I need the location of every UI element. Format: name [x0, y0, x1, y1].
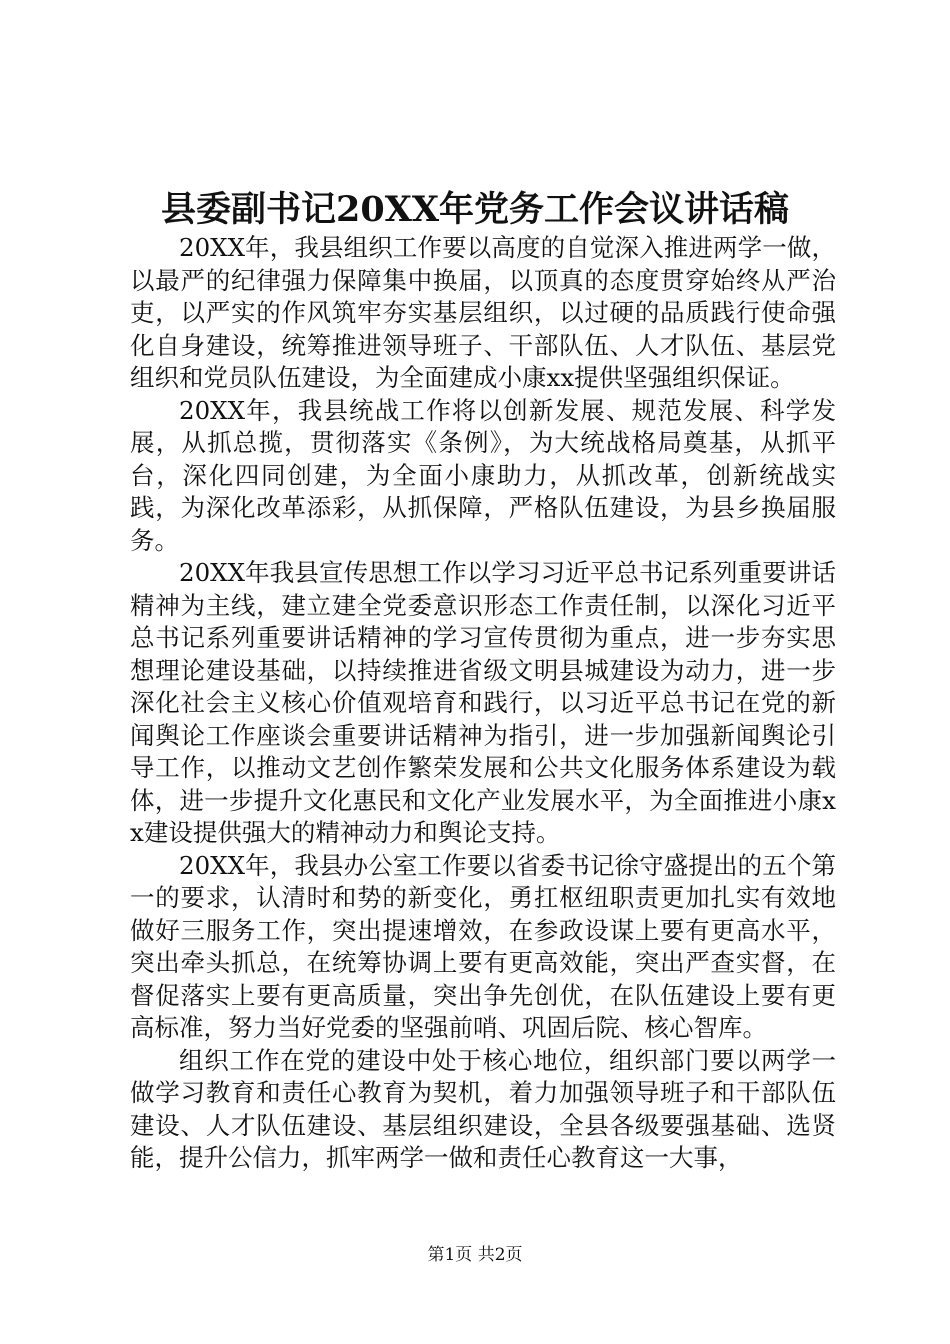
document-body — [130, 232, 836, 1175]
page-number-footer: 第1页 共2页 — [427, 1245, 523, 1265]
paragraph-organization-core: 组织工作在党的建设中处于核心地位，组织部门要以两学一做学习教育和责任心教育为契机，着力加强领导班子和干部队伍建设、人才队伍建设、基层组织建设，全县各级要强基础、选贤能，提升公信力，抓牢两学一做和责任心教育这一大事， — [130, 1045, 836, 1172]
document-title: 县委副书记20XX年党务工作会议讲话稿 — [160, 189, 790, 230]
paragraph-office: 20XX年，我县办公室工作要以省委书记徐守盛提出的五个第一的要求，认清时和势的新变化，勇扛枢纽职责更加扎实有效地做好三服务工作，突出提速增效，在参政设谋上要有更高水平，突出牵头抓总，在统筹协调上要有更高效能，突出严查实督，在督促落实上要有更高质量，突出争先创优，在队伍建设上要有更高标准，努力当好党委的坚强前哨、巩固后院、核心智库。 — [130, 850, 836, 1042]
paragraph-organization: 20XX年，我县组织工作要以高度的自觉深入推进两学一做，以最严的纪律强力保障集中换届，以顶真的态度贯穿始终从严治吏，以严实的作风筑牢夯实基层组织，以过硬的品质践行使命强化自身建设，统筹推进领导班子、干部队伍、人才队伍、基层党组织和党员队伍建设，为全面建成小康xx提供坚强组织保证。 — [130, 233, 836, 392]
paragraph-publicity: 20XX年我县宣传思想工作以学习习近平总书记系列重要讲话精神为主线，建立建全党委意识形态工作责任制，以深化习近平总书记系列重要讲话精神的学习宣传贯彻为重点，进一步夯实思想理论建设基础，以持续推进省级文明县城建设为动力，进一步深化社会主义核心价值观培育和践行，以习近平总书记在党的新闻舆论工作座谈会重要讲话精神为指引，进一步加强新闻舆论引导工作，以推动文艺创作繁荣发展和公共文化服务体系建设为载体，进一步提升文化惠民和文化产业发展水平，为全面推进小康xx建设提供强大的精神动力和舆论支持。 — [130, 558, 836, 847]
paragraph-united-front: 20XX年，我县统战工作将以创新发展、规范发展、科学发展，从抓总揽，贯彻落实《条例》，为大统战格局奠基，从抓平台，深化四同创建，为全面小康助力，从抓改革，创新统战实践，为深化改革添彩，从抓保障，严格队伍建设，为县乡换届服务。 — [130, 395, 836, 555]
